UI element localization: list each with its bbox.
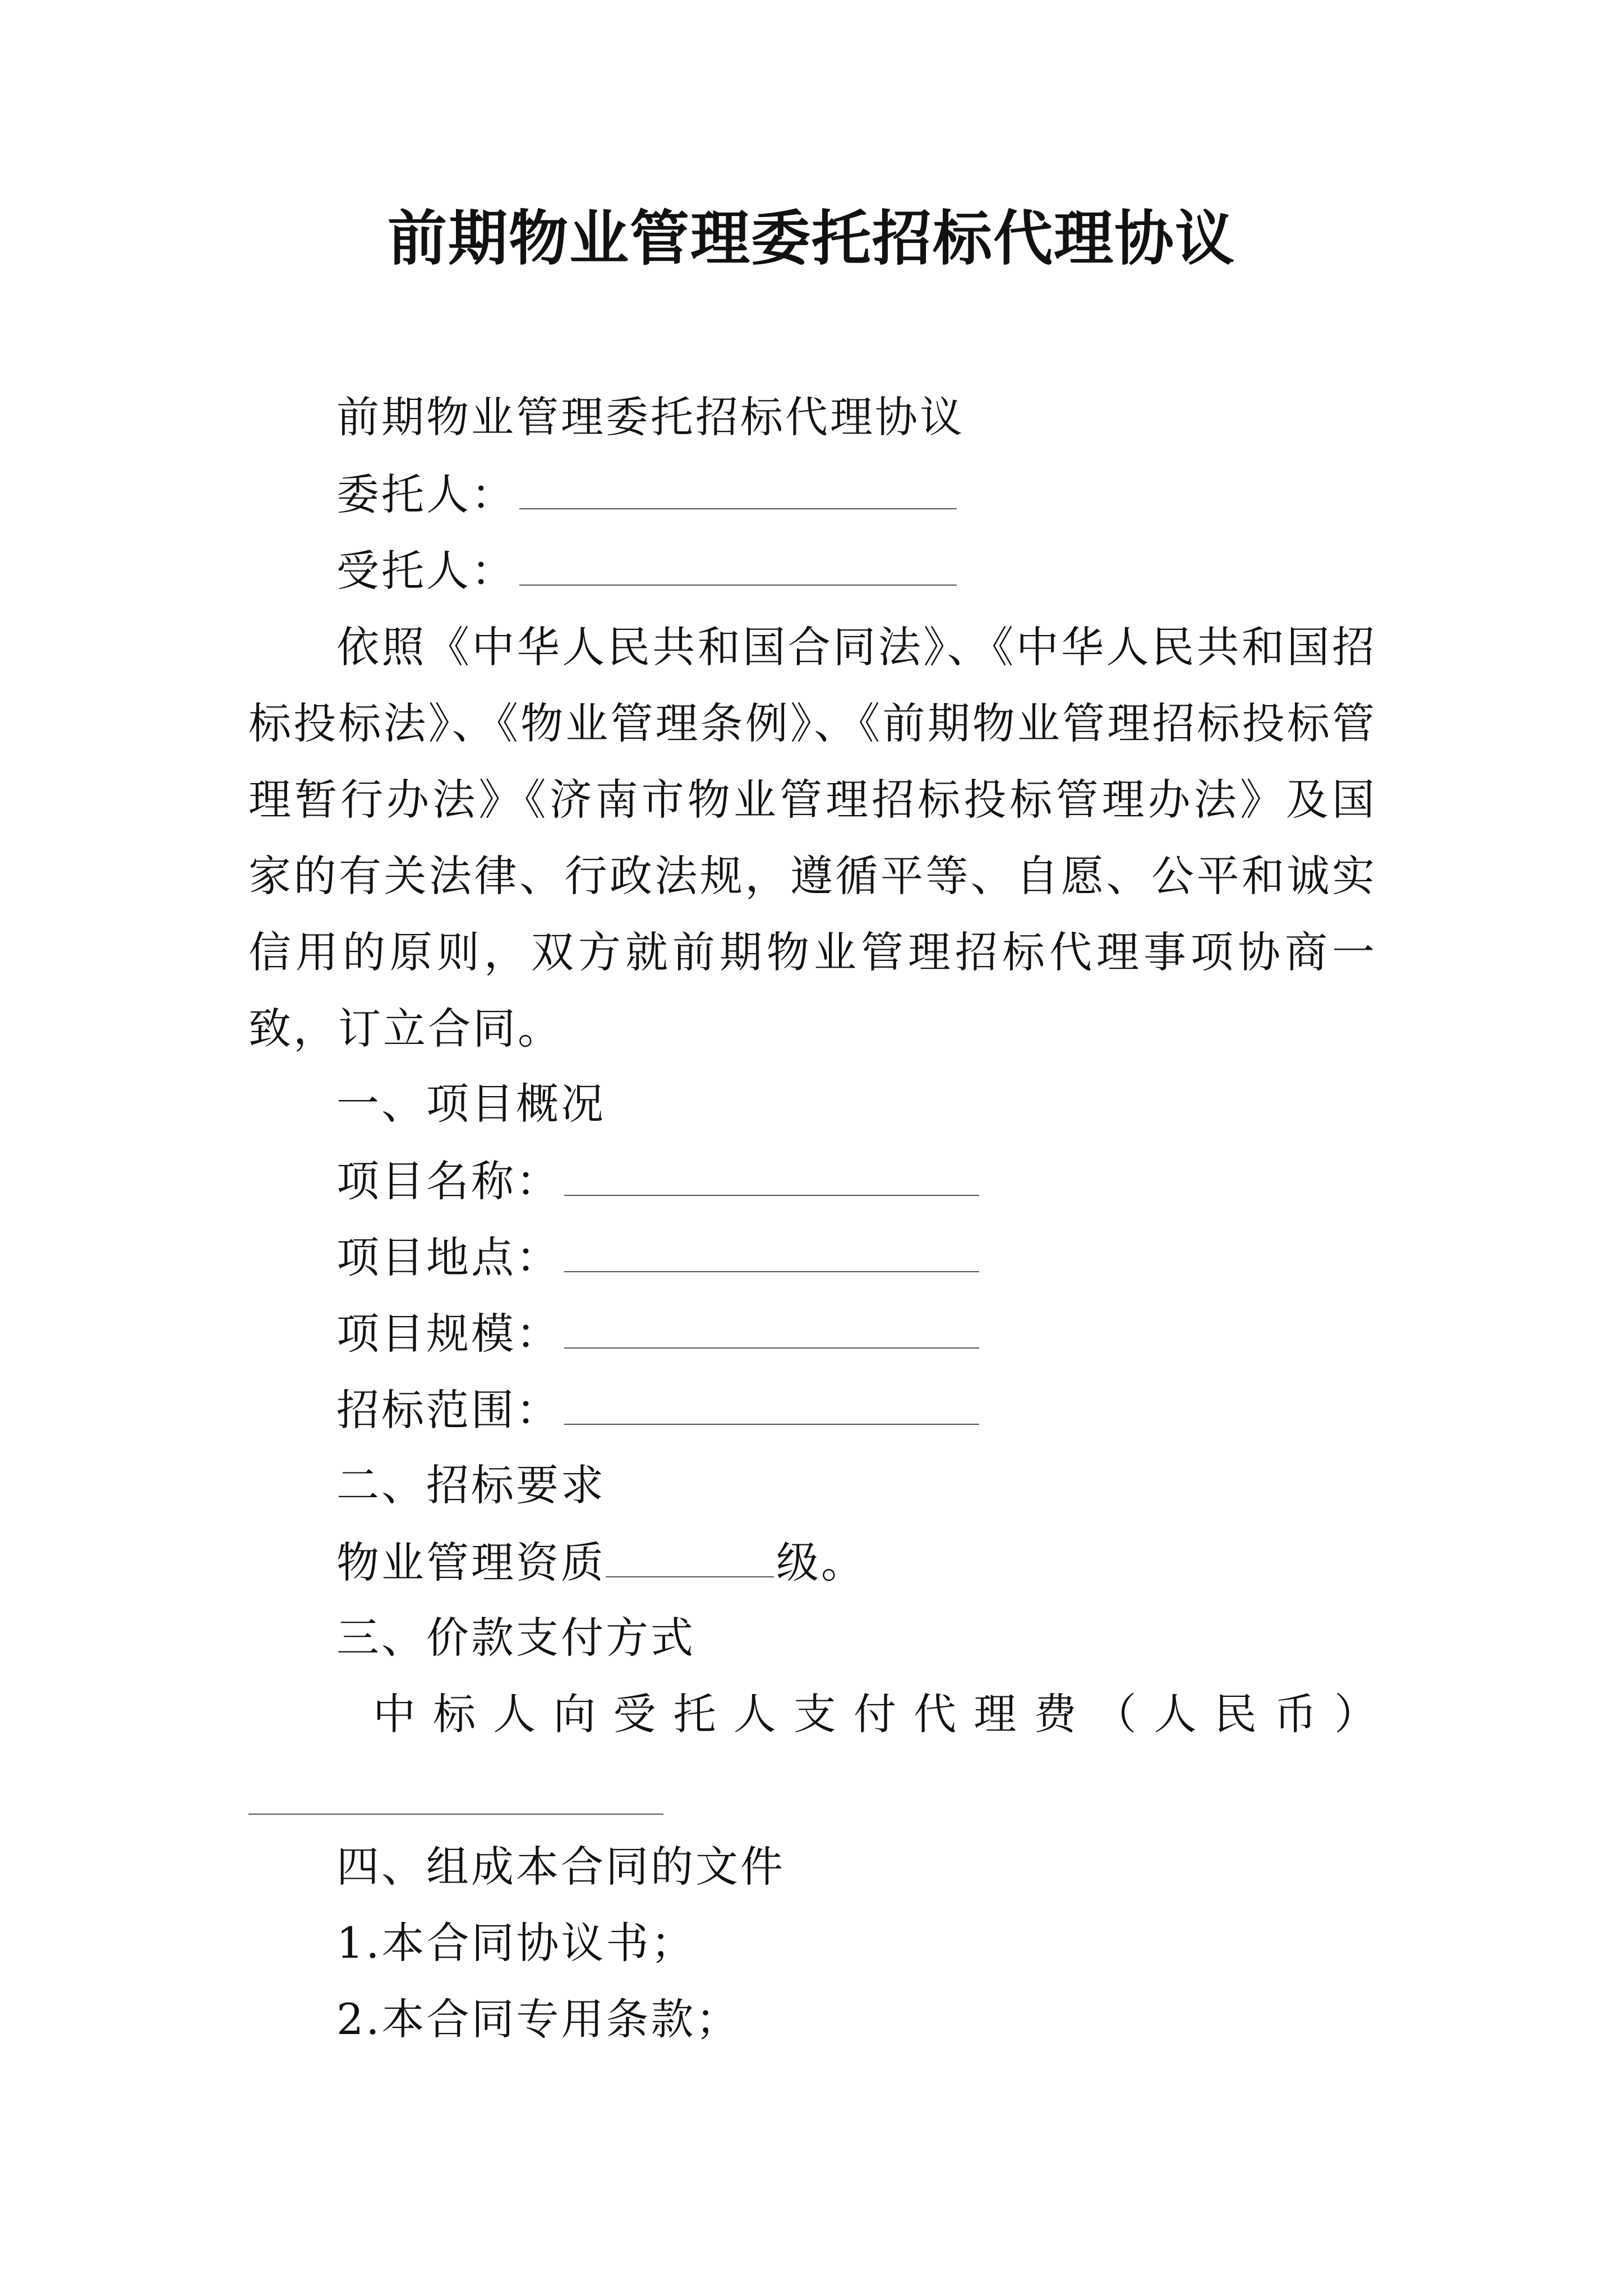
payment-char: 人 — [1154, 1689, 1197, 1739]
agent-label: 受托人： — [336, 546, 516, 596]
section1-heading: 一、项目概况 — [336, 1079, 606, 1129]
tender-scope-label: 招标范围： — [336, 1385, 561, 1435]
payment-char: 人 — [733, 1689, 776, 1739]
payment-char: 民 — [1214, 1689, 1257, 1739]
payment-char: 人 — [493, 1689, 536, 1739]
qualification-blank[interactable] — [606, 1534, 774, 1577]
project-location-label: 项目地点： — [336, 1232, 561, 1282]
payment-char: 向 — [553, 1689, 596, 1739]
project-location-blank[interactable] — [564, 1228, 979, 1272]
section4-heading: 四、组成本合同的文件 — [336, 1842, 785, 1892]
document-subtitle: 前期物业管理委托招标代理协议 — [336, 392, 965, 442]
principal-label: 委托人： — [336, 470, 516, 519]
payment-char: 标 — [433, 1689, 476, 1739]
payment-line — [373, 1686, 1377, 1742]
qualification-prefix: 物业管理资质 — [336, 1538, 606, 1588]
payment-char: （ — [1094, 1689, 1137, 1739]
payment-char: 受 — [613, 1689, 656, 1739]
section2-heading: 二、招标要求 — [336, 1460, 606, 1510]
payment-char: 费 — [1034, 1689, 1077, 1739]
payment-char: 付 — [854, 1689, 896, 1739]
tender-scope-blank[interactable] — [564, 1381, 979, 1425]
payment-char: 代 — [914, 1689, 957, 1739]
principal-line — [336, 466, 957, 523]
tender-scope-line — [336, 1381, 979, 1438]
principal-blank[interactable] — [519, 466, 957, 509]
qualification-line — [336, 1534, 866, 1591]
payment-char: ） — [1334, 1689, 1377, 1739]
project-name-label: 项目名称： — [336, 1156, 561, 1206]
agent-blank[interactable] — [519, 542, 957, 586]
payment-char: 理 — [974, 1689, 1017, 1739]
project-scale-blank[interactable] — [564, 1305, 979, 1349]
payment-char: 托 — [673, 1689, 716, 1739]
payment-char: 支 — [793, 1689, 836, 1739]
contract-document-item-1: 1.本合同协议书； — [336, 1918, 696, 1968]
qualification-suffix: 级。 — [776, 1538, 866, 1588]
payment-amount-blank[interactable] — [248, 1814, 663, 1815]
contract-document-item-2: 2.本合同专用条款； — [336, 1994, 741, 2044]
project-location-line — [336, 1228, 979, 1286]
preamble-paragraph: 依照《中华人民共和国合同法》、《中华人民共和国招标投标法》、《物业管理条例》、《前期物业管理招标投标管理暂行办法》《济南市物业管理招标投标管理办法》及国家的有关法律、行政法规，遵循平等、自愿、公平和诚实信用的原则，双方就前期物业管理招标代理事项协商一致，订立合同。 — [248, 622, 1377, 1053]
project-scale-label: 项目规模： — [336, 1309, 561, 1359]
payment-char: 币 — [1274, 1689, 1317, 1739]
agent-line — [336, 542, 957, 599]
payment-char: 中 — [373, 1689, 416, 1739]
project-scale-line — [336, 1305, 979, 1362]
section3-heading: 三、价款支付方式 — [336, 1613, 695, 1663]
project-name-blank[interactable] — [564, 1152, 979, 1196]
document-title: 前期物业管理委托招标代理协议 — [388, 203, 1235, 273]
project-name-line — [336, 1152, 979, 1209]
